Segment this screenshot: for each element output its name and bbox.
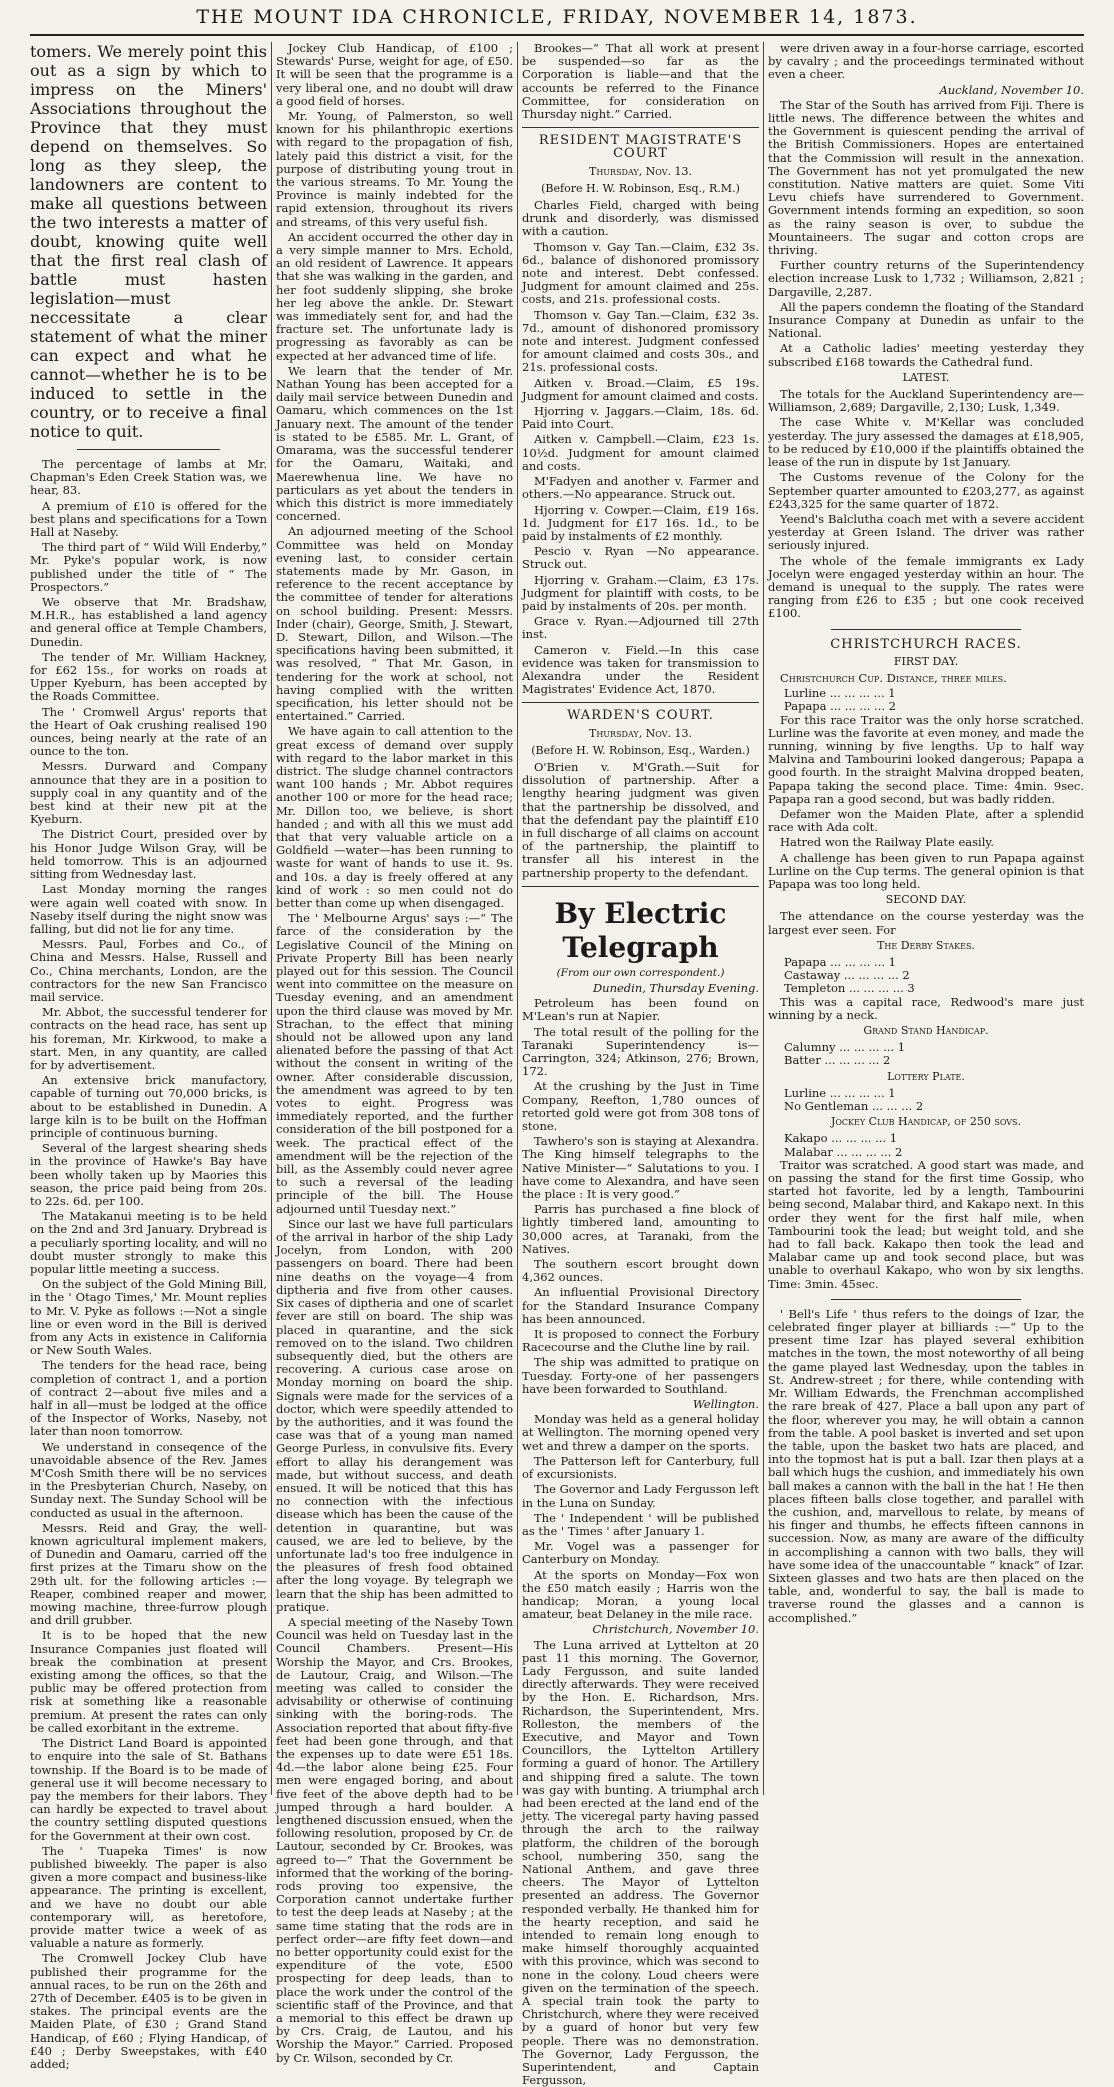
paragraph: The case White v. M'Kellar was concluded yesterday. The jury assessed the damages at £18,905, to be reduced by £10,000 if the plaintiffs obtained the lease of the run in dispute by 1st January. <box>768 415 1084 470</box>
paragraph: The tenders for the head race, being completion of contract 1, and a portion of contract 2—about five miles and a half in all—must be lodged at the office of the Inspector of Works, Naseby, not later than noon tomorrow. <box>30 1358 267 1439</box>
race-name: Grand Stand Handicap. <box>863 1024 989 1038</box>
paragraph: We learn that the tender of Mr. Nathan Young has been accepted for a daily mail service between Dunedin and Oamaru, which commences on the 1st January next. The amount of the tender is stated to be £585. Mr. L. Grant, of Omarama, was the successful tenderer for the Oamaru, Waitaki, and Maerewhenua line. We have no particulars as yet about the tenders in which this district is more immediately concerned. <box>276 363 513 524</box>
local-news-continued <box>276 42 513 2065</box>
masthead: THE MOUNT IDA CHRONICLE, FRIDAY, NOVEMBER 14, 1873. <box>196 6 918 28</box>
paragraph: were driven away in a four-horse carriage, escorted by cavalry ; and the proceedings terminated without even a cheer. <box>768 41 1084 82</box>
paragraph: Traitor was scratched. A good start was made, and on passing the stand for the first time Gossip, who started hot favorite, led by a length, Tambourini being second, Malabar third, and Kakapo next. In this order they went for the first half mile, when Tambourini took the lead; but weight told, and she had to fall back. Kakapo then took the lead and Malabar came up and took second place, but was unable to overhaul Kakapo, who won by six lengths. Time: 3min. 45sec. <box>768 1157 1084 1291</box>
race-results <box>768 1087 1084 1113</box>
paragraph: The ship was admitted to pratique on Tuesday. Forty-one of her passengers have been forwarded to Southland. <box>522 1355 759 1396</box>
paragraph: Malabar ... ... ... ... 2 <box>784 1144 903 1159</box>
paragraph: The ' Independent ' will be published as the ' Times ' after January 1. <box>522 1510 759 1538</box>
paragraph: The whole of the female immigrants ex Lady Jocelyn were engaged yesterday within an hour. The demand is unequal to the supply. The rates were ranging from £26 to £35 ; but one cook received £100. <box>768 553 1084 621</box>
paragraph: The District Land Board is appointed to enquire into the sale of St. Bathans township. If the Board is to be made of general use it will become necessary to pay the members for their labors. They can hardly be expected to travel about the country settling disputed questions for the Government at their own cost. <box>30 1736 267 1843</box>
paragraph: We have again to call attention to the great excess of demand over supply with regard to the labor market in this district. The sludge channel contractors want 100 hands ; Mr. Abbot requires another 100 or more for the head race; Mr. Dillon too, we believe, is short handed ; and with all this we must add that that very valuable article on a Goldfield —water—has been running to waste for want of hands to use it. 9s. and 10s. a day is freely offered at any kind of work : so men could not do better than come up when disengaged. <box>276 724 513 910</box>
paragraph: No Gentleman ... ... ... 2 <box>784 1099 924 1114</box>
paragraph: On the subject of the Gold Mining Bill, in the ' Otago Times,' Mr. Mount replies to Mr. V. Pyke as follows :—Not a single line or even word in the Bill is derived from any Acts in existence in California or New South Wales. <box>30 1277 267 1358</box>
section-heading: RESIDENT MAGISTRATE'S COURT <box>538 133 743 162</box>
paragraph: Messrs. Reid and Gray, the well-known agricultural implement makers, of Dunedin and Oamaru, carried off the first prizes at the Timaru show on the 29th ult. for the following articles :—Reaper, combined reaper and mower, mowing machine, three-furrow plough and drill grubber. <box>30 1520 267 1628</box>
paragraph: Calumny ... ... ... ... 1 <box>784 1040 906 1055</box>
paragraph: M'Fadyen and another v. Farmer and others.—No appearance. Struck out. <box>522 474 759 502</box>
section-rule <box>831 1299 1021 1300</box>
paragraph: All the papers condemn the floating of the Standard Insurance Company at Dunedin as unfair to the National. <box>768 299 1084 341</box>
telegraph-items <box>768 99 1084 369</box>
section-heading: CHRISTCHURCH RACES. <box>830 636 1022 652</box>
paragraph: The Governor and Lady Fergusson left in the Luna on Sunday. <box>522 1482 759 1510</box>
paragraph: The percentage of lambs at Mr. Chapman's Eden Creek Station was, we hear, 83. <box>30 457 267 498</box>
paragraph: Thomson v. Gay Tan.—Claim, £32 3s. 7d., amount of dishonored promissory note and interest. Judgment confessed for amount claimed and costs 30s., and 21s. professional costs. <box>522 307 759 375</box>
billiards-paragraph: ' Bell's Life ' thus refers to the doings of Izar, the celebrated finger player at billiards :—“ Up to the present time Izar has played several exhibition matches in the town, the most noteworthy of all being the game played last Wednesday, upon the tables in St. Andrew-street ; for there, while contending with Mr. William Edwards, the Frenchman accomplished the rare break of 427. Place a ball upon any part of the floor, wherever you may, he will obtain a cannon from the table. A pool basket is inverted and set upon the table, upon the basket two hats are placed, and into the topmost hat is put a ball. Izar then plays at a ball which hugs the cushion, and immediately his own ball makes a cannon with the ball in the hat ! He then places fifteen balls close together, and parallel with the cushion, and, marvellous to relate, by means of his finger and thumbs, he effects fifteen cannons in succession. Now, as many are aware of the difficulty in accomplishing a cannon with two balls, they will have some idea of the unaccountable “ knack” of Izar. Sixteen glasses and two hats are then placed on the table, and, wonderful to say, the ball is made to traverse round the glasses and a cannon is accomplished.” <box>768 1306 1084 1625</box>
section-rule <box>522 886 759 887</box>
paragraph: Hatred won the Railway Plate easily. <box>780 835 995 850</box>
masthead-rule <box>30 34 1084 36</box>
paragraph: Petroleum has been found on M'Lean's run at Napier. <box>522 996 759 1024</box>
paragraph: The Star of the South has arrived from Fiji. There is little news. The difference between the whites and the Government is quiescent pending the arrival of the British Commissioners. Hopes are entertained that the Commission will result in the annexation. The Government has not yet promulgated the new constitution. Native matters are quiet. Some Viti Levu chiefs have surrendered to Government. Government intends forming an expedition, so soon as the rainy season is over, to subdue the Mountaineers. The sugar and cotton crops are thriving. <box>768 97 1084 258</box>
paragraph: The Matakanui meeting is to be held on the 2nd and 3rd January. Drybread is a peculiarly sporting locality, and will no doubt muster strongly to make this popular little meeting a success. <box>30 1209 267 1276</box>
paragraph: An extensive brick manufactory, capable of turning out 70,000 bricks, is about to be established in Dunedin. A large kiln is to be built on the Hoffman principle of continuous burning. <box>30 1073 267 1140</box>
paragraph: The ' Melbourne Argus' says :—“ The farce of the consideration by the Legislative Council of the Mining on Private Property Bill has been nearly played out for this session. The Council went into committee on the measure on Tuesday evening, and an amendment upon the third clause was moved by Mr. Strachan, to the effect that mining should not be allowed upon any land alienated before the passing of that Act without the consent in writing of the owner. After considerable discussion, the amendment was agreed to by ten votes to eight. Progress was immediately reported, and the further consideration of the bill postponed for a week. The practical effect of the amendment will be the rejection of the bill, as the Assembly could never agree to such a reversal of the leading principle of the bill. The House adjourned until Tuesday next.” <box>276 911 513 1216</box>
paragraph: The Cromwell Jockey Club have published their programme for the annual races, to be run on the 26th and 27th of December. £405 is to be given in stakes. The principal events are the Maiden Plate, of £30 ; Grand Stand Handicap, of £60 ; Flying Handicap, of £40 ; Derby Sweepstakes, with £40 added; <box>30 1951 267 2071</box>
paragraph: Thomson v. Gay Tan.—Claim, £32 3s. 6d., balance of dishonored promissory note and interest. Debt confessed. Judgment for amount claimed and 25s. costs, and 21s. professional costs. <box>522 239 759 307</box>
paragraph: Kakapo ... ... ... ... 1 <box>784 1131 898 1146</box>
paragraph: Monday was held as a general holiday at Wellington. The morning opened very wet and threw a damper on the sports. <box>522 1412 759 1453</box>
telegraph-items <box>522 1413 759 1621</box>
paragraph: It is proposed to connect the Forbury Racecourse and the Cluthe line by rail. <box>522 1327 759 1355</box>
section-rule <box>77 449 219 450</box>
paragraph: At a Catholic ladies' meeting yesterday they subscribed £168 towards the Cathedral fund. <box>768 341 1084 369</box>
paragraph: A premium of £10 is offered for the best plans and specifications for a Town Hall at Naseby. <box>30 498 267 540</box>
paragraph: Brookes—“ That all work at present be suspended—so far as the Corporation is liable—and that the accounts be referred to the Finance Committee, for consideration on Thursday night.” Carried. <box>522 41 759 122</box>
paragraph: Lurline ... ... ... ... 1 <box>784 686 896 701</box>
paragraph: Grace v. Ryan.—Adjourned till 27th inst. <box>522 614 759 642</box>
paragraph: The ' Cromwell Argus' reports that the Heart of Oak crushing realised 190 ounces, being nearly at the rate of an ounce to the ton. <box>30 704 267 759</box>
paragraph: Jockey Club Handicap, of £100 ; Stewards' Purse, weight for age, of £50. It will be seen that the programme is a very liberal one, and no doubt will draw a good field of horses. <box>276 41 513 108</box>
race-name: The Derby Stakes. <box>877 938 975 952</box>
race-name: Christchurch Cup. Distance, three miles. <box>780 670 1007 685</box>
paragraph: This was a capital race, Redwood's mare just winning by a neck. <box>768 994 1084 1022</box>
court-cases <box>522 761 759 880</box>
race-results <box>768 1132 1084 1158</box>
race-results <box>768 956 1084 996</box>
paragraph: O'Brien v. M'Grath.—Suit for dissolution of partnership. After a lengthy hearing judgment was given that the partnership be dissolved, and that the defendant pay the plaintiff £10 in full discharge of all claims on account of the partnership, the plaintiff to transfer all his interest in the partnership property to the defendant. <box>522 759 759 880</box>
paragraph: The totals for the Auckland Superintendency are—Williamson, 2,689; Dargaville, 2,130; Lusk, 1,349. <box>768 387 1084 415</box>
race-results <box>768 687 1084 713</box>
paragraph: Since our last we have full particulars of the arrival in harbor of the ship Lady Jocelyn, from London, with 200 passengers on board. There had been nine deaths on the voyage—4 from diptheria and five from other causes. Six cases of diptheria and one of scarlet fever are still on board. The ship was placed in quarantine, and the sick removed on to the island. Two children subsequently died, but the others are recovering. A curious case arose on Monday morning on board the ship. Signals were made for the services of a doctor, which were speedily attended to by the authorities, and it was found the case was that of a young man named George Purless, in convulsive fits. Every effort to allay his derangement was made, but without success, and death ensued. It will be noticed that this has no connection with the infectious disease which has been the cause of the detention in quarantine, but was caused, we are led to believe, by the unfortunate lad's too free indulgence in the pleasures of fresh food obtained after the long voyage. By telegraph we learn that the ship has been admitted to pratique. <box>276 1216 513 1614</box>
race-report <box>768 714 1084 892</box>
paragraph: The Luna arrived at Lyttelton at 20 past 11 this morning. The Governor, Lady Fergusson, and suite landed directly afterwards. They were received by the Hon. E. Richardson, Mrs. Richardson, the Superintendent, Mrs. Rolleston, the members of the Executive, and Mayor and Town Councillors, the Lyttelton Artillery forming a guard of honor. The Artillery and shipping fired a salute. The town was gay with bunting. A triumphal arch had been erected at the land end of the jetty. The viceregal party having passed through the arch to the railway platform, the children of the borough school, numbering 350, sang the National Anthem, and gave three cheers. The Mayor of Lyttelton presented an address. The Governor responded verbally. He thanked him for the hearty reception, and said he intended to remain long enough to make himself thoroughly acquainted with this province, which was second to none in the colony. Loud cheers were given on the termination of the speech. A special train took the party to Christchurch, where they were received by a guard of honor but very few people. There was no demonstration. The Governor, Lady Fergusson, the Superintendent, and Captain Fergusson, <box>522 1637 759 2087</box>
paragraph: Cameron v. Field.—In this case evidence was taken for transmission to Alexandra under the Resident Magistrates' Evidence Act, 1870. <box>522 642 759 697</box>
section-heading: WARDEN'S COURT. <box>567 708 714 724</box>
paragraph: The southern escort brought down 4,362 ounces. <box>522 1257 759 1285</box>
column-divider <box>517 42 518 1795</box>
paragraph: Further country returns of the Superintendency election increase Lusk to 1,732 ; Williamson, 2,821 ; Dargaville, 2,287. <box>768 258 1084 299</box>
paragraph: Parris has purchased a fine block of lightly timbered land, amounting to 30,000 acres, at Taranaki, from the Natives. <box>522 1202 759 1256</box>
paragraph: Mr. Vogel was a passenger for Canterbury on Monday. <box>522 1539 759 1567</box>
paragraph: A challenge has been given to run Papapa against Lurline on the Cup terms. The general opinion is that Papapa was too long held. <box>768 850 1084 891</box>
paragraph: Mr. Young, of Palmerston, so well known for his philanthropic exertions with regard to the propagation of fish, lately paid this district a visit, for the purpose of distributing young trout in the various streams. To Mr. Young the Province is mainly indebted for the rapid extension, throughout its rivers and streams, of this very useful fish. <box>276 109 513 229</box>
dateline: Wellington. <box>692 1397 759 1412</box>
column-2 <box>276 41 513 2065</box>
paragraph: Hjorring v. Jaggars.—Claim, 18s. 6d. Paid into Court. <box>522 404 759 432</box>
paragraph: Pescio v. Ryan —No appearance. Struck out. <box>522 544 759 572</box>
court-before: (Before H. W. Robinson, Esq., R.M.) <box>541 181 740 195</box>
paragraph: At the sports on Monday—Fox won the £50 match easily ; Harris won the handicap; Moran, a young local amateur, beat Delaney in the mile race. <box>522 1567 759 1622</box>
paragraph: Last Monday morning the ranges were again well coated with snow. In Naseby itself during the night snow was falling, but did not lie for any time. <box>30 882 267 936</box>
paragraph: Papapa ... ... ... ... 2 <box>784 699 896 714</box>
paragraph: Aitken v. Campbell.—Claim, £23 1s. 10½d. Judgment for amount claimed and costs. <box>522 432 759 473</box>
paragraph: The third part of “ Wild Will Enderby,” Mr. Pyke's popular work, is now published under the title of “ The Prospectors.” <box>30 540 267 594</box>
paragraph: Templeton ... ... ... ... 3 <box>784 981 915 996</box>
paragraph: An influential Provisional Directory for the Standard Insurance Company has been announced. <box>522 1285 759 1326</box>
paragraph: We observe that Mr. Bradshaw, M.H.R., has established a land agency and general office at Temple Chambers, Dunedin. <box>30 595 267 649</box>
paragraph: Several of the largest shearing sheds in the province of Hawke's Bay have been wholly taken up by Maories this season, the price paid being from 20s. to 22s. 6d. per 100. <box>30 1141 267 1208</box>
paragraph: Hjorring v. Cowper.—Claim, £19 16s. 1d. Judgment for £17 16s. 1d., to be paid by instalments of £2 monthly. <box>522 502 759 543</box>
race-results <box>768 1041 1084 1067</box>
telegraph-items <box>522 997 759 1396</box>
section-rule <box>522 702 759 703</box>
paragraph: We understand in conseqence of the unavoidable absence of the Rev. James M'Cosh Smith there will be no services in the Presbyterian Church, Naseby, on Sunday next. The Sunday School will be conducted as usual in the afternoon. <box>30 1439 267 1520</box>
paragraph: Mr. Abbot, the successful tenderer for contracts on the head race, has sent up his foreman, Mr. Kirkwood, to make a start. Men, in any quantity, are called for by advertisement. <box>30 1005 267 1072</box>
paragraph: An accident occurred the other day in a very simple manner to Mrs. Echold, an old resident of Lawrence. It appears that she was walking in the garden, and her foot suddenly slipping, she broke her leg above the ankle. Dr. Stewart was immediately sent for, and had the fracture set. The unfortunate lady is progressing as favorably as can be expected at her advanced time of life. <box>276 229 513 363</box>
paragraph: The tender of Mr. William Hackney, for £62 15s., for works on roads at Upper Kyeburn, has been accepted by the Roads Committee. <box>30 649 267 704</box>
column-divider <box>763 42 764 1795</box>
telegraph-heading: By Electric Telegraph <box>554 896 727 964</box>
paragraph: The total result of the polling for the Taranaki Superintendency is—Carrington, 324; Atkinson, 276; Brown, 172. <box>522 1024 759 1079</box>
latest-heading: LATEST. <box>902 370 950 384</box>
paragraph: Castaway ... ... ... ... 2 <box>784 968 910 983</box>
telegraph-subheading: (From our own correspondent.) <box>556 966 725 979</box>
court-date: Thursday, Nov. 13. <box>588 164 692 178</box>
local-news <box>30 458 267 2071</box>
paragraph: For this race Traitor was the only horse scratched. Lurline was the favorite at even money, and made the running, winning by five lengths. Up to half way Malvina and Tambourini looked dangerous; Papapa a good fourth. In the straight Malvina dropped beaten, Papapa taking the second place. Time: 4min. 9sec. Papapa ran a good second, but was badly ridden. <box>768 712 1084 806</box>
paragraph: The attendance on the course yesterday was the largest ever seen. For <box>768 909 1084 937</box>
paragraph: Yeend's Balclutha coach met with a severe accident yesterday at Green Island. The driver was rather seriously injured. <box>768 511 1084 553</box>
paragraph: The ' Tuapeka Times' is now published biweekly. The paper is also given a more compact and business-like appearance. The printing is excellent, and we have no doubt our able contemporary will, as heretofore, provide matter twice a week of as valuable a nature as formerly. <box>30 1843 267 1951</box>
telegraph-items <box>522 1639 759 2087</box>
paragraph: Papapa ... ... ... ... 1 <box>784 955 896 969</box>
race-name: Jockey Club Handicap, of 250 sovs. <box>830 1115 1022 1129</box>
race-name: Lottery Plate. <box>887 1069 965 1083</box>
dateline: Auckland, November 10. <box>939 82 1084 97</box>
paragraph: Tawhero's son is staying at Alexandra. The King himself telegraphs to the Native Minister—“ Salutations to you. I have come to Alexandra, and have seen the place : It is very good.” <box>522 1134 759 1202</box>
court-cases <box>522 199 759 696</box>
paragraph: Messrs. Durward and Company announce that they are in a position to supply coal in any quantity and of the best kind at their new pit at the Kyeburn. <box>30 759 267 827</box>
paragraph: The District Court, presided over by his Honor Judge Wilson Gray, will be held tomorrow. This is an adjourned sitting from Wednesday last. <box>30 827 267 882</box>
paragraph: Hjorring v. Graham.—Claim, £3 17s. Judgment for plaintiff with costs, to be paid by instalments of 20s. per month. <box>522 572 759 613</box>
column-divider <box>271 42 272 1795</box>
paragraph: The Customs revenue of the Colony for the September quarter amounted to £203,277, as against £243,325 for the same quarter of 1872. <box>768 470 1084 511</box>
court-before: (Before H. W. Robinson, Esq., Warden.) <box>531 743 750 757</box>
paragraph: Messrs. Paul, Forbes and Co., of China and Messrs. Halse, Russell and Co., China merchants, London, are the contractors for the new San Francisco mail service. <box>30 937 267 1004</box>
paragraph: Batter ... ... ... ... 2 <box>784 1053 891 1068</box>
section-rule <box>522 127 759 128</box>
column-1 <box>30 42 267 2071</box>
column-3 <box>522 41 759 2087</box>
paragraph: The Patterson left for Canterbury, full of excursionists. <box>522 1453 759 1482</box>
paragraph: A special meeting of the Naseby Town Council was held on Tuesday last in the Council Chambers. Present—His Worship the Mayor, and Crs. Brookes, de Lautour, Craig, and Wilson.—The meeting was called to consider the advisability or otherwise of continuing sinking with the boring-rods. The Association reported that about fifty-five feet had been gone through, and that the expenses up to date were £51 18s. 4d.—the labor alone being £25. Four men were engaged boring, and about five feet of the above depth had to be jumped through a hard boulder. A lengthened discussion ensued, when the following resolution, proposed by Cr. de Lautour, seconded by Cr. Brookes, was agreed to—“ That the Government be informed that the working of the boring-rods proving too expensive, the Corporation cannot undertake further to test the deep leads at Naseby ; at the same time stating that the rods are in perfect order—are fifty feet down—and no better opportunity could exist for the expenditure of the vote, £500 prospecting for deep leads, than to place the work under the control of the scientific staff of the Province, and that a memorial to this effect be drawn up by Crs. Craig, de Lautou, and his Worship the Mayor.” Carried. Proposed by Cr. Wilson, seconded by Cr. <box>276 1614 513 2065</box>
section-rule <box>831 629 1021 630</box>
dateline: Dunedin, Thursday Evening. <box>592 980 759 995</box>
paragraph: It is to be hoped that the new Insurance Companies just floated will break the combination at present existing among the offices, so that the public may be offered protection from risk at something like a reasonable premium. At present the rates can only be called exorbitant in the extreme. <box>30 1628 267 1735</box>
paragraph: Lurline ... ... ... ... 1 <box>784 1085 896 1100</box>
paragraph: Aitken v. Broad.—Claim, £5 19s. Judgment for amount claimed and costs. <box>522 375 759 403</box>
paragraph: Defamer won the Maiden Plate, after a splendid race with Ada colt. <box>768 806 1084 835</box>
telegraph-items <box>768 388 1084 620</box>
paragraph: An adjourned meeting of the School Committee was held on Monday evening last, to consider certain statements made by Mr. Gason, in reference to the recent acceptance by the committee of tender for alterations on school building. Present: Messrs. Inder (chair), George, Smith, J. Stewart, D. Stewart, Dillon, and Wilson.—The specifications having been submitted, it was resolved, “ That Mr. Gason, in tendering for the work at school, not having complied with the written specification, his letter should not be entertained.” Carried. <box>276 524 513 724</box>
leader-paragraph: tomers. We merely point this out as a sign by which to impress on the Miners' Associations throughout the Province that they must depend on themselves. So long as they sleep, the landowners are content to make all questions between the two interests a matter of doubt, knowing quite well that the first real clash of battle must hasten legislation—must neccessitate a clear statement of what the miner can expect and what he cannot—whether he is to be induced to settle in the country, or to receive a final notice to quit. <box>30 42 267 441</box>
paragraph: At the crushing by the Just in Time Company, Reefton, 1,780 ounces of retorted gold were got from 308 tons of stone. <box>522 1079 759 1134</box>
court-date: Thursday, Nov. 13. <box>588 726 692 740</box>
dateline: Christchurch, November 10. <box>592 1622 759 1637</box>
race-day: FIRST DAY. <box>893 654 959 668</box>
column-4 <box>768 42 1084 1795</box>
race-day: SECOND DAY. <box>885 893 967 907</box>
paragraph: Charles Field, charged with being drunk and disorderly, was dismissed with a caution. <box>522 198 759 239</box>
